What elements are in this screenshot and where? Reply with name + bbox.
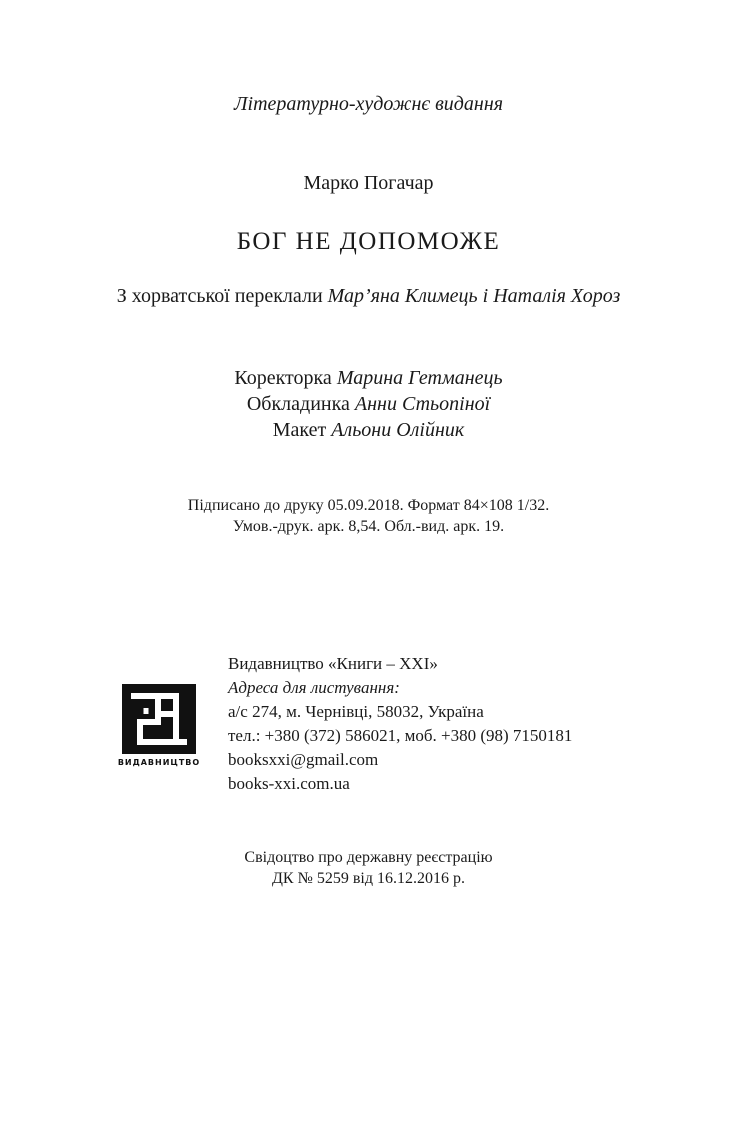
publisher-logo-caption: ВИДАВНИЦТВО: [117, 758, 201, 767]
book-title: БОГ НЕ ДОПОМОЖЕ: [236, 228, 501, 255]
credits-block: [0, 365, 737, 443]
translation-credit: [0, 285, 737, 308]
credit-name: Анни Стьопіної: [354, 393, 491, 415]
publisher-block: [228, 652, 572, 796]
credit-role: Макет: [272, 419, 332, 441]
phone-numbers: тел.: +380 (372) 586021, моб. +380 (98) 7150181: [228, 726, 573, 745]
credit-name: Альони Олійник: [331, 419, 465, 441]
registration-line-2: ДК № 5259 від 16.12.2016 р.: [272, 870, 465, 887]
publisher-logo-icon: [117, 684, 201, 768]
credit-cover: [0, 391, 737, 417]
postal-address: а/с 274, м. Чернівці, 58032, Україна: [228, 702, 484, 721]
credit-proofreader: [0, 365, 737, 391]
registration-info: [0, 847, 737, 889]
translator-names: Мар’яна Климець і Наталія Хороз: [327, 285, 621, 307]
credit-layout: [0, 417, 737, 443]
print-info-line-1: Підписано до друку 05.09.2018. Формат 84×108 1/32.: [187, 497, 550, 514]
genre-label: Літературно-художнє видання: [233, 93, 504, 115]
print-info-line-2: Умов.-друк. арк. 8,54. Обл.-вид. арк. 19.: [232, 518, 505, 535]
registration-line-1: Свідоцтво про державну реєстрацію: [244, 849, 493, 866]
website-url: books-xxi.com.ua: [228, 774, 350, 793]
email-address: booksxxi@gmail.com: [228, 750, 379, 769]
author-name: Марко Погачар: [303, 172, 434, 194]
credit-role: Обкладинка: [246, 393, 355, 415]
credit-role: Коректорка: [234, 367, 337, 389]
print-info: [0, 495, 737, 537]
address-label: Адреса для листування:: [228, 678, 400, 697]
publisher-name: Видавництво «Книги – XXI»: [228, 654, 438, 673]
credit-name: Марина Гетманець: [336, 367, 503, 389]
translation-prefix: З хорватської переклали: [116, 285, 328, 307]
